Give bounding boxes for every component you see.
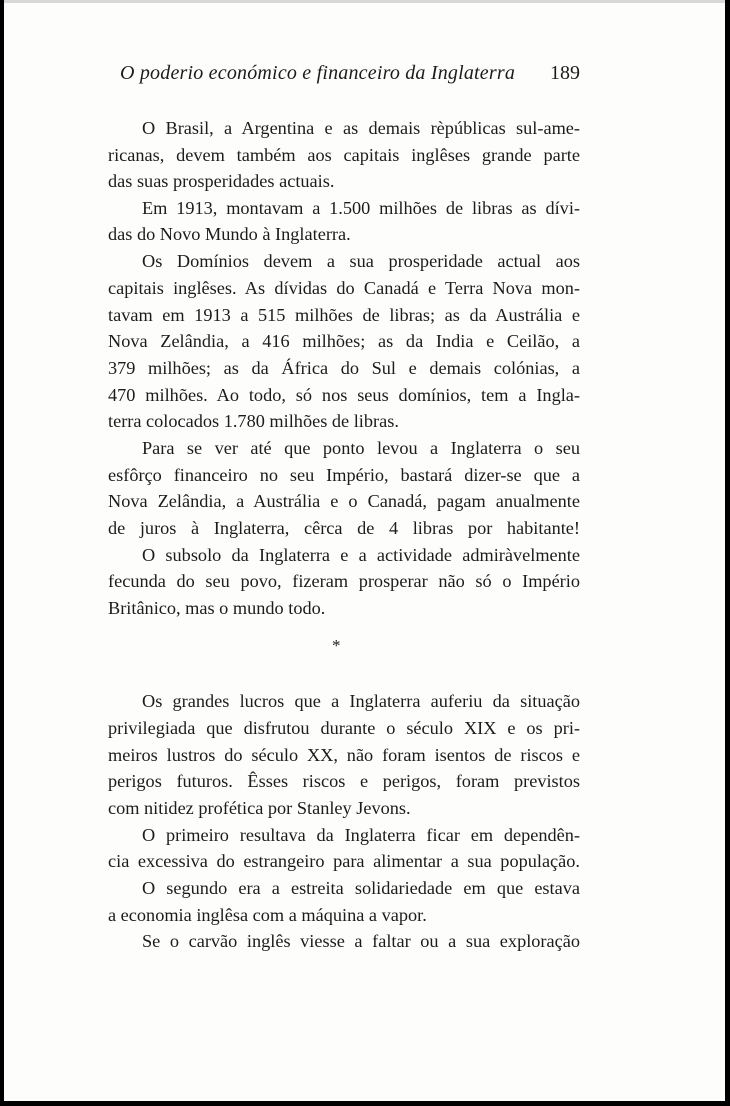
text-line: Se o carvão inglês viesse a faltar ou a sua exploração [142,931,580,951]
text-line: tavam em 1913 a 515 milhões de libras; as da Austrália e [108,305,580,325]
text-line: com nitidez profética por Stanley Jevons. [108,798,411,818]
text-line: cia excessiva do estrangeiro para alimentar a sua população. [108,851,580,871]
text-line: perigos futuros. Êsses riscos e perigos, foram previstos [108,771,580,791]
text-line: Nova Zelândia, a 416 milhões; as da India e Ceilão, a [108,331,580,351]
text-line: meiros lustros do século XX, não foram isentos de riscos e [108,745,580,765]
text-line: Em 1913, montavam a 1.500 milhões de libras as dívi- [142,198,580,218]
text-line: Para se ver até que ponto levou a Inglaterra o seu [142,438,580,458]
running-header [120,62,580,90]
text-line: a economia inglêsa com a máquina a vapor. [108,905,427,925]
text-line: de juros à Inglaterra, cêrca de 4 libras por habitante! [108,518,580,538]
running-title: O poderio económico e financeiro da Inglaterra [120,62,516,84]
text-line: ricanas, devem também aos capitais inglêses grande parte [108,145,580,165]
text-line: fecunda do seu povo, fizeram prosperar não só o Império [108,571,580,591]
text-line: capitais inglêses. As dívidas do Canadá e Terra Nova mon- [108,278,580,298]
text-line: esfôrço financeiro no seu Império, bastará dizer-se que a [108,465,580,485]
text-line: O subsolo da Inglaterra e a actividade admiràvelmente [142,545,580,565]
page-number: 189 [550,62,580,84]
text-line: Nova Zelândia, a Austrália e o Canadá, pagam anualmente [108,491,580,511]
text-line: Os Domínios devem a sua prosperidade actual aos [142,251,580,271]
text-line: 379 milhões; as da África do Sul e demais colónias, a [108,358,580,378]
text-line: O segundo era a estreita solidariedade em que estava [142,878,580,898]
text-line: das suas prosperidades actuais. [108,171,335,191]
text-line: Os grandes lucros que a Inglaterra auferiu da situação [142,691,580,711]
top-edge [4,0,725,3]
text-line: O Brasil, a Argentina e as demais rèpúblicas sul-ame- [142,118,580,138]
text-line: terra colocados 1.780 milhões de libras. [108,411,399,431]
text-line: Britânico, mas o mundo todo. [108,598,326,618]
text-line: O primeiro resultava da Inglaterra ficar em dependên- [142,825,580,845]
section-break-asterisk: * [332,636,341,655]
text-line: das do Novo Mundo à Inglaterra. [108,224,351,244]
text-line: privilegiada que disfrutou durante o século XIX e os pri- [108,718,580,738]
text-line: 470 milhões. Ao todo, só nos seus domínios, tem a Ingla- [108,385,580,405]
